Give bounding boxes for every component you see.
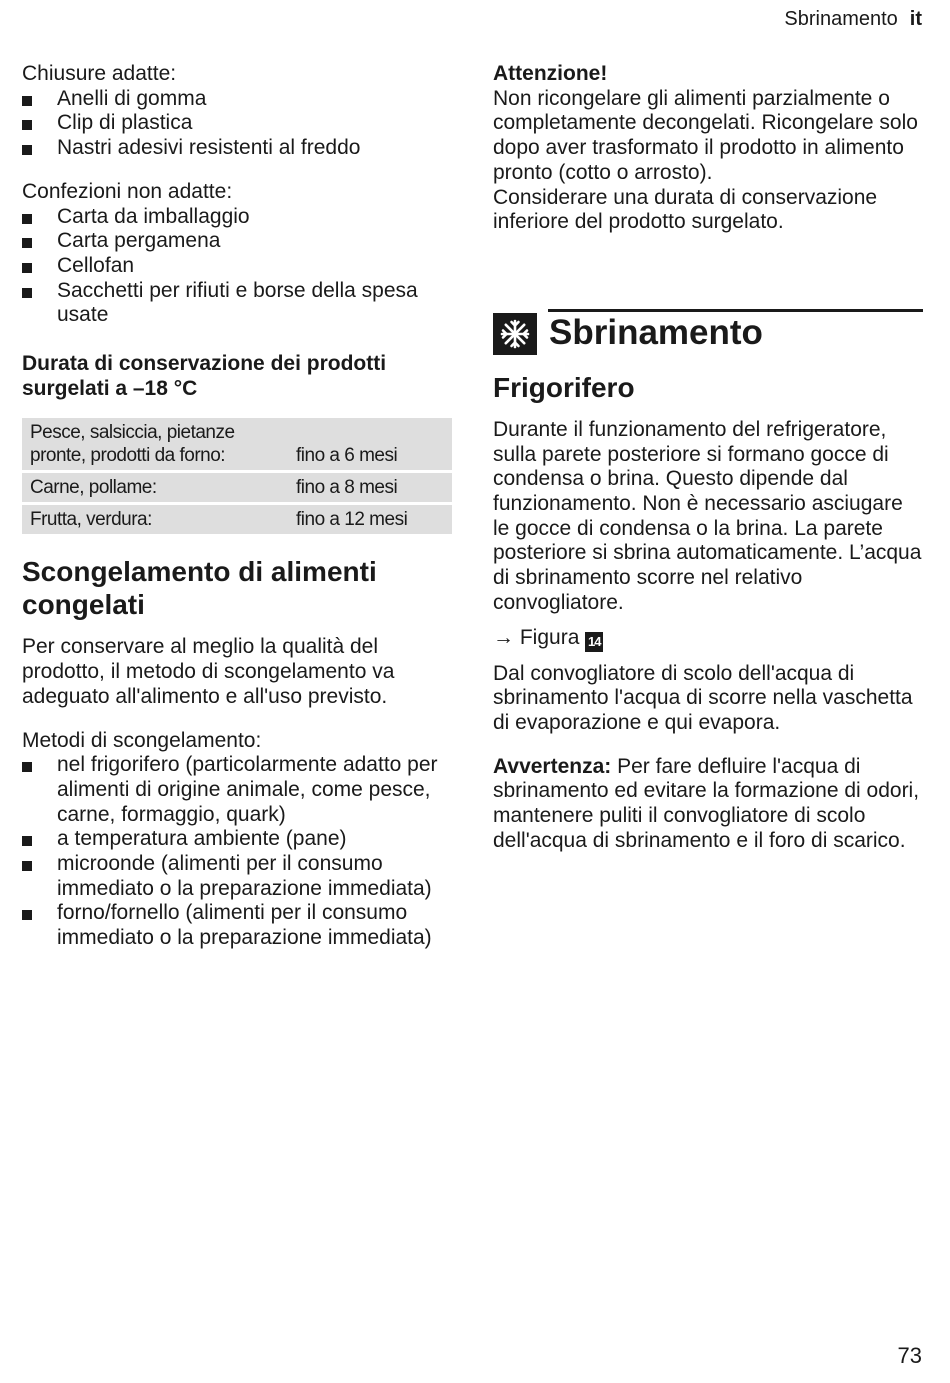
right-column bbox=[493, 62, 923, 853]
list-item: Anelli di gomma bbox=[22, 87, 454, 112]
unsuitable-title: Confezioni non adatte: bbox=[22, 179, 233, 203]
running-header bbox=[784, 8, 922, 31]
table-cell-item: Pesce, salsiccia, pietanze pronte, prodotti da forno: bbox=[22, 418, 288, 470]
attention-label: Attenzione! bbox=[493, 62, 608, 85]
note-paragraph bbox=[493, 755, 923, 854]
fridge-heading: Frigorifero bbox=[493, 371, 635, 403]
figure-reference bbox=[493, 626, 923, 652]
list-item: forno/fornello (alimenti per il consumo immediato o la preparazione immediata) bbox=[22, 901, 454, 950]
list-item: Nastri adesivi resistenti al freddo bbox=[22, 136, 454, 161]
table-cell-duration: fino a 6 mesi bbox=[288, 418, 452, 470]
figure-label: Figura bbox=[519, 625, 580, 649]
snowflake-icon bbox=[493, 313, 537, 355]
bullet-icon bbox=[22, 263, 32, 273]
bullet-icon bbox=[22, 120, 32, 130]
arrow-right-icon: → bbox=[493, 625, 514, 649]
bullet-icon bbox=[22, 836, 32, 846]
header-section: Sbrinamento bbox=[784, 8, 898, 30]
list-item: Cellofan bbox=[22, 254, 454, 279]
table-row bbox=[22, 505, 452, 534]
drain-text: Dal convogliatore di scolo dell'acqua di sbrinamento l'acqua di scorre nella vaschetta di evaporazione e qui evapora. bbox=[493, 661, 913, 734]
closures-list bbox=[22, 87, 454, 161]
methods-list bbox=[22, 753, 454, 951]
table-cell-item: Carne, pollame: bbox=[22, 473, 288, 502]
list-item: Sacchetti per rifiuti e borse della spesa usate bbox=[22, 279, 454, 328]
table-row bbox=[22, 473, 452, 502]
table-cell-item: Frutta, verdura: bbox=[22, 505, 288, 534]
table-cell-duration: fino a 12 mesi bbox=[288, 505, 452, 534]
bullet-icon bbox=[22, 238, 32, 248]
header-language: it bbox=[909, 8, 922, 30]
fridge-text: Durante il funzionamento del refrigeratore, sulla parete posteriore si formano gocce di condensa o brina. Questo dipende dal funzionamento. Non è necessario asciugare le gocce di condensa o la brina. La parete posteriore si sbrina automaticamente. L’acqua di sbrinamento scorre nel relativo convogliatore. bbox=[493, 417, 922, 614]
methods-title: Metodi di scongelamento: bbox=[22, 728, 262, 752]
list-item: Carta da imballaggio bbox=[22, 205, 454, 230]
bullet-icon bbox=[22, 288, 32, 298]
note-text: Per fare defluire l'acqua di sbrinamento ed evitare la formazione di odori, mantenere puliti il convogliatore di scolo dell'acqua di sbrinamento e il foro di scarico. bbox=[493, 754, 920, 852]
thaw-intro: Per conservare al meglio la qualità del prodotto, il metodo di scongelamento va adeguato all'alimento e all'uso previsto. bbox=[22, 635, 395, 708]
list-item: a temperatura ambiente (pane) bbox=[22, 827, 454, 852]
list-item: nel frigorifero (particolarmente adatto per alimenti di origine animale, come pesce, carne, formaggio, quark) bbox=[22, 753, 454, 827]
bullet-icon bbox=[22, 861, 32, 871]
storage-table-title: Durata di conservazione dei prodotti surgelati a –18 °C bbox=[22, 352, 387, 400]
page-number: 73 bbox=[897, 1343, 922, 1368]
list-item: Clip di plastica bbox=[22, 111, 454, 136]
list-item: Carta pergamena bbox=[22, 229, 454, 254]
closures-title: Chiusure adatte: bbox=[22, 62, 177, 85]
bullet-icon bbox=[22, 762, 32, 772]
bullet-icon bbox=[22, 145, 32, 155]
left-column bbox=[22, 62, 454, 951]
bullet-icon bbox=[22, 910, 32, 920]
bullet-icon bbox=[22, 214, 32, 224]
list-item: microonde (alimenti per il consumo immediato o la preparazione immediata) bbox=[22, 852, 454, 901]
attention-text-2: Considerare una durata di conservazione inferiore del prodotto surgelato. bbox=[493, 185, 878, 234]
thaw-heading: Scongelamento di alimenti congelati bbox=[22, 556, 377, 621]
attention-text: Non ricongelare gli alimenti parzialmente o completamente decongelati. Ricongelare solo dopo aver trasformato il prodotto in alimento pronto (cotto o arrosto). bbox=[493, 86, 918, 184]
note-label: Avvertenza: bbox=[493, 754, 612, 778]
section-title: Sbrinamento bbox=[549, 312, 763, 352]
bullet-icon bbox=[22, 96, 32, 106]
section-title-row bbox=[493, 309, 923, 355]
figure-number-badge: 14 bbox=[585, 632, 603, 652]
table-cell-duration: fino a 8 mesi bbox=[288, 473, 452, 502]
storage-table bbox=[22, 415, 452, 537]
unsuitable-list bbox=[22, 205, 454, 329]
table-row bbox=[22, 418, 452, 470]
